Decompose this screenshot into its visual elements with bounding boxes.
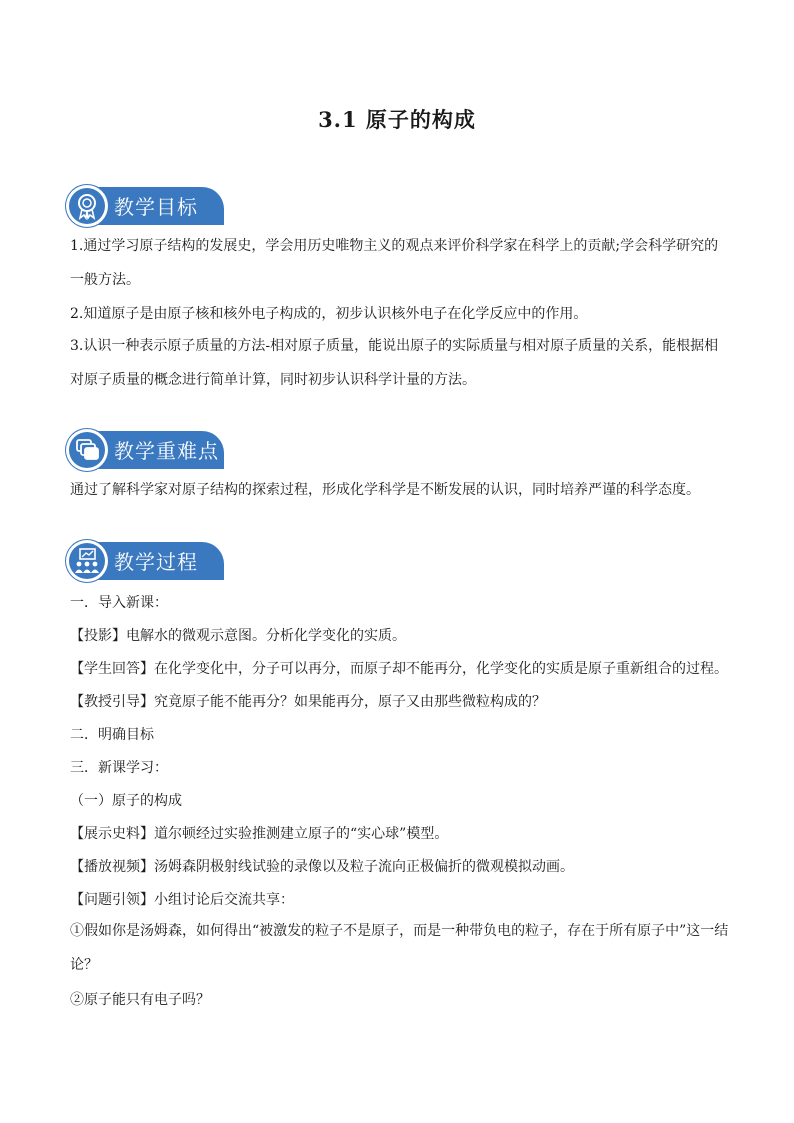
process-line-1: 一．导入新课： — [70, 595, 168, 611]
section-banner-goals — [66, 185, 226, 227]
process-line-8: 【展示史料】道尔顿经过实验推测建立原子的“实心球”模型。 — [70, 826, 449, 842]
process-question-2: ②原子能只有电子吗？ — [70, 992, 210, 1008]
goal-item-3: 3.认识一种表示原子质量的方法-相对原子质量，能说出原子的实际质量与相对原子质量的关系，能根据相对原子质量的概念进行简单计算，同时初步认识科学计量的方法。 — [70, 338, 719, 388]
process-line-6: 三．新课学习： — [70, 760, 168, 776]
page-title: 3.1 原子的构成 — [318, 107, 476, 132]
process-question-1: ①假如你是汤姆森，如何得出“被激发的粒子不是原子，而是一种带负电的粒子，存在于所有原子中”这一结论？ — [70, 923, 729, 973]
goal-item-2: 2.知道原子是由原子核和核外电子构成的，初步认识核外电子在化学反应中的作用。 — [70, 306, 588, 322]
section-banner-process — [66, 540, 226, 582]
award-ribbon-icon — [66, 185, 108, 227]
section-label-process: 教学过程 — [114, 550, 198, 574]
process-line-3: 【学生回答】在化学变化中，分子可以再分，而原子却不能再分，化学变化的实质是原子重新组合的过程。 — [70, 661, 728, 677]
process-line-9: 【播放视频】汤姆森阴极射线试验的录像以及粒子流向正极偏折的微观模拟动画。 — [70, 859, 574, 875]
process-line-7: （一）原子的构成 — [70, 793, 182, 809]
process-line-5: 二．明确目标 — [70, 727, 154, 743]
stacked-cards-icon — [66, 429, 108, 471]
process-line-4: 【教授引导】究竟原子能不能再分？如果能再分，原子又由那些微粒构成的？ — [70, 694, 546, 710]
presentation-group-icon — [66, 540, 108, 582]
process-line-10: 【问题引领】小组讨论后交流共享： — [70, 892, 294, 908]
key-points-text: 通过了解科学家对原子结构的探索过程，形成化学科学是不断发展的认识，同时培养严谨的科学态度。 — [70, 482, 700, 498]
section-label-goals: 教学目标 — [114, 195, 198, 219]
section-label-key-points: 教学重难点 — [114, 439, 219, 463]
goal-item-1: 1.通过学习原子结构的发展史，学会用历史唯物主义的观点来评价科学家在科学上的贡献;学会科学研究的一般方法。 — [70, 238, 719, 288]
process-line-2: 【投影】电解水的微观示意图。分析化学变化的实质。 — [70, 628, 406, 644]
section-banner-key-points — [66, 429, 226, 471]
